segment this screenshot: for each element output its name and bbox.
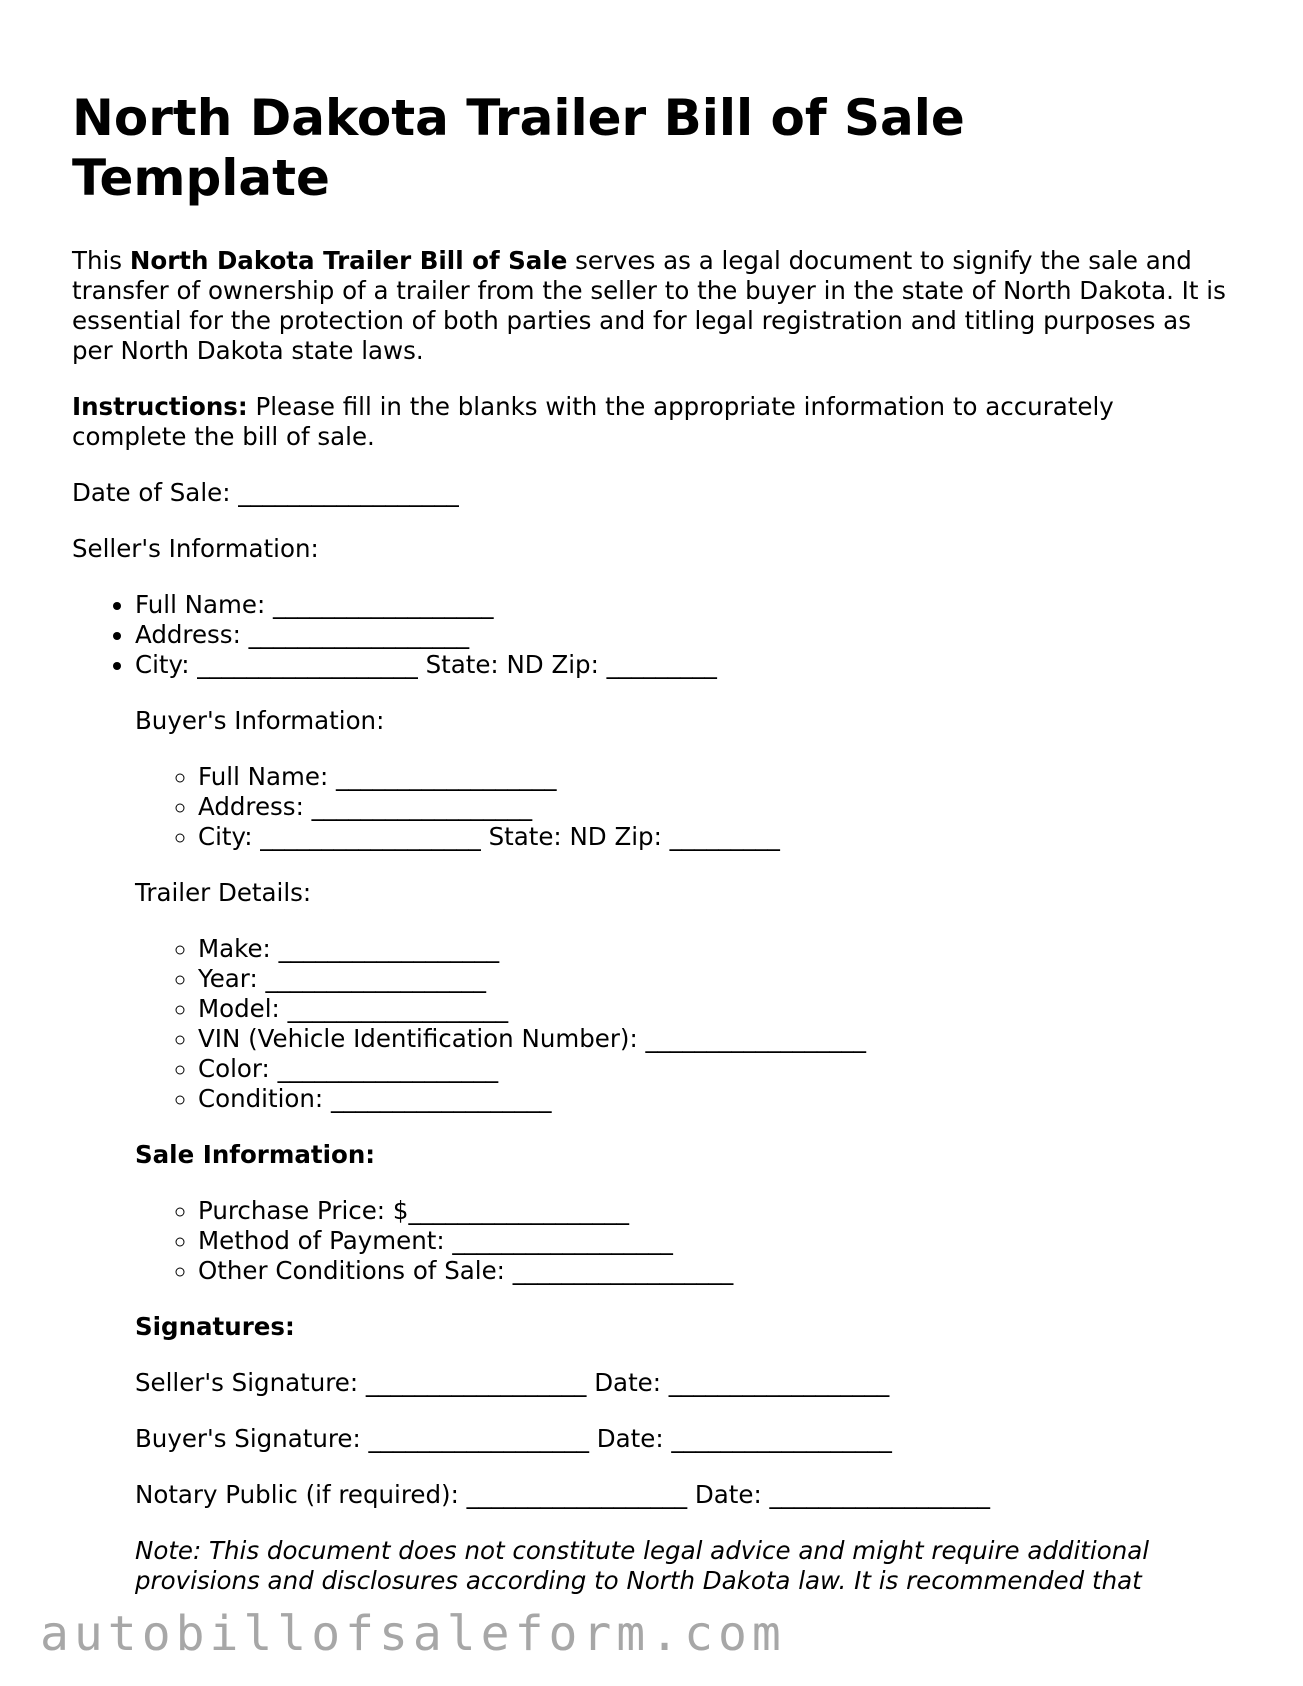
intro-prefix: This (72, 246, 130, 275)
trailer-condition-field[interactable]: ◦ Condition: __________________ (198, 1084, 1232, 1114)
instructions-text: Please fill in the blanks with the appropriate information to accurately complete the bill of sale. (72, 392, 1114, 451)
buyer-heading: Buyer's Information: (135, 706, 385, 735)
instructions-label: Instructions: (72, 392, 248, 421)
seller-address-field[interactable]: • Address: __________________ (135, 620, 1232, 650)
trailer-vin-field[interactable]: ◦ VIN (Vehicle Identification Number): __________________ (198, 1024, 1232, 1054)
trailer-year-field[interactable]: ◦ Year: __________________ (198, 964, 1232, 994)
signatures-heading (135, 1312, 1232, 1342)
seller-list (72, 590, 1232, 680)
nested-section (72, 706, 1232, 1596)
seller-full-name-field[interactable]: • Full Name: __________________ (135, 590, 1232, 620)
trailer-make-field[interactable]: ◦ Make: __________________ (198, 934, 1232, 964)
payment-method-field[interactable]: ◦ Method of Payment: __________________ (198, 1226, 1232, 1256)
seller-city-field[interactable]: • City: __________________ State: ND Zip: _________ (135, 650, 1232, 680)
intro-rest: serves as a legal document to signify the sale and transfer of ownership of a trailer from the seller to the buyer in the state of North Dakota. It is essential for the protection of both parties and for legal registration and titling purposes as per North Dakota state laws. (72, 246, 1226, 365)
sale-heading (135, 1140, 1232, 1170)
other-conditions-field[interactable]: ◦ Other Conditions of Sale: __________________ (198, 1256, 1232, 1286)
buyer-full-name-field[interactable]: ◦ Full Name: __________________ (198, 762, 1232, 792)
sale-heading-text: Sale Information: (135, 1140, 376, 1169)
trailer-heading: Trailer Details: (135, 878, 312, 907)
buyer-signature-field[interactable]: Buyer's Signature: __________________ Date: __________________ (135, 1424, 892, 1453)
seller-heading: Seller's Information: (72, 534, 319, 563)
trailer-list (135, 934, 1232, 1114)
buyer-list (135, 762, 1232, 852)
date-of-sale-field[interactable]: Date of Sale: __________________ (72, 478, 459, 507)
sale-list (135, 1196, 1232, 1286)
intro-paragraph (72, 246, 1232, 366)
trailer-model-field[interactable]: ◦ Model: __________________ (198, 994, 1232, 1024)
intro-bold: North Dakota Trailer Bill of Sale (129, 246, 568, 275)
purchase-price-field[interactable]: ◦ Purchase Price: $__________________ (198, 1196, 1232, 1226)
seller-signature-field[interactable]: Seller's Signature: __________________ Date: __________________ (135, 1368, 890, 1397)
signatures-heading-text: Signatures: (135, 1312, 295, 1341)
site-watermark: autobillofsaleform.com (40, 1606, 786, 1662)
legal-note: Note: This document does not constitute legal advice and might require additional provisions and disclosures according to North Dakota law. It is recommended that (135, 1536, 1150, 1595)
instructions-paragraph (72, 392, 1232, 452)
buyer-address-field[interactable]: ◦ Address: __________________ (198, 792, 1232, 822)
document-page (72, 88, 1232, 1622)
trailer-color-field[interactable]: ◦ Color: __________________ (198, 1054, 1232, 1084)
notary-signature-field[interactable]: Notary Public (if required): __________________ Date: __________________ (135, 1480, 991, 1509)
page-title: North Dakota Trailer Bill of Sale Template (72, 89, 965, 207)
buyer-city-field[interactable]: ◦ City: __________________ State: ND Zip: _________ (198, 822, 1232, 852)
